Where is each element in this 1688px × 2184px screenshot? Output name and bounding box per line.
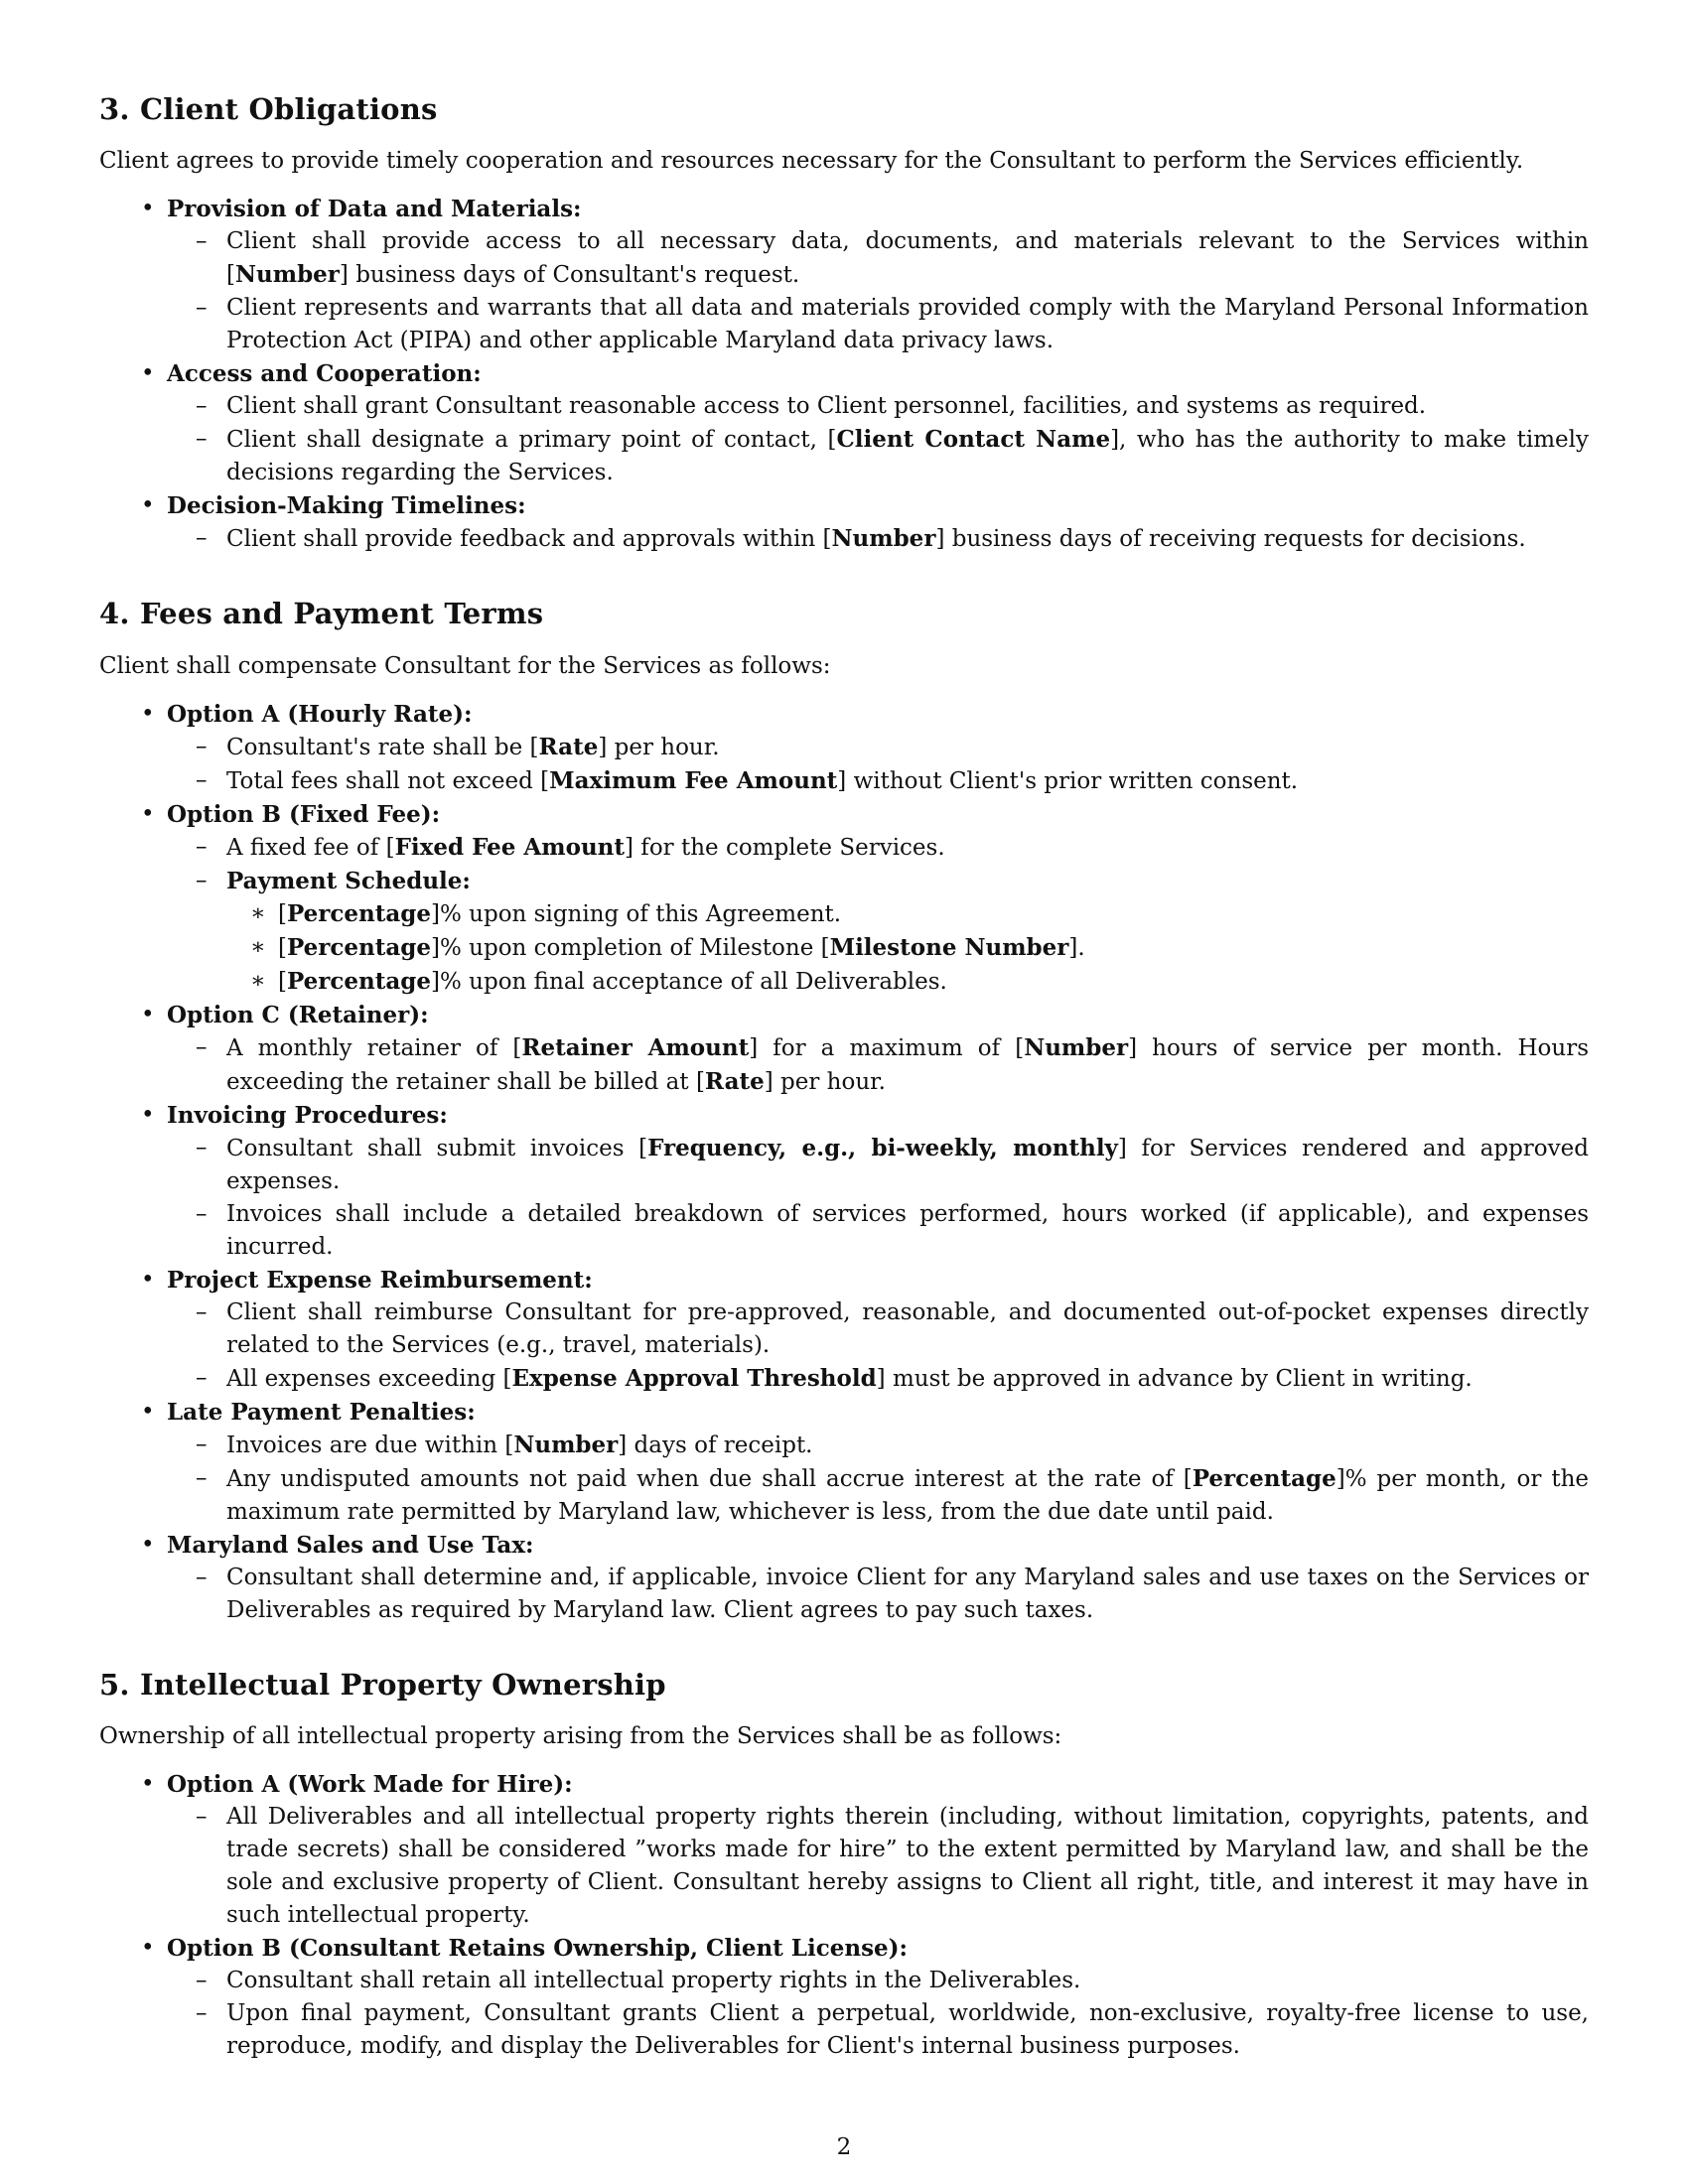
placeholder-field: Number (234, 261, 340, 289)
section-heading: 4. Fees and Payment Terms (99, 597, 544, 631)
list-item-title: • Option B (Fixed Fee): (167, 800, 441, 828)
placeholder-field: Percentage (286, 967, 432, 995)
bullet-list (99, 1768, 1589, 2063)
sub-list-item (166, 865, 1589, 999)
list-item-title: • Option A (Work Made for Hire): (167, 1770, 573, 1798)
sub-list (167, 390, 1589, 489)
sub-list (167, 1132, 1589, 1264)
nested-list-item: ∗ [Percentage]% upon signing of this Agreement. (226, 897, 1589, 931)
list-item-title: • Option A (Hourly Rate): (167, 700, 473, 728)
sub-list-item: – Client represents and warrants that all data and materials provided comply with the Maryland Personal Information Protection Act (PIPA) and other applicable Maryland data privacy laws. (166, 292, 1589, 357)
sub-list-item: – Upon final payment, Consultant grants Client a perpetual, worldwide, non-exclusive, royalty-free license to use, reproduce, modify, and display the Deliverables for Client's internal business purposes. (166, 1997, 1589, 2063)
list-item (99, 1529, 1589, 1627)
list-item (99, 1932, 1589, 2063)
section-intro: Ownership of all intellectual property arising from the Services shall be as follows: (99, 1722, 1062, 1749)
placeholder-field: Frequency, e.g., bi-weekly, monthly (647, 1134, 1118, 1161)
list-item (99, 1264, 1589, 1396)
placeholder-field: Number (513, 1431, 619, 1458)
list-item-title: • Decision-Making Timelines: (167, 492, 526, 520)
placeholder-field: Percentage (1192, 1464, 1336, 1492)
sub-list-item: – Client shall designate a primary point of contact, [Client Contact Name], who has the authority to make timely decisions regarding the Services. (166, 423, 1589, 489)
placeholder-field: Milestone Number (829, 933, 1069, 961)
placeholder-field: Percentage (286, 899, 432, 927)
placeholder-field: Rate (538, 733, 599, 760)
section (99, 596, 1589, 1626)
section (99, 91, 1589, 556)
sub-list (167, 1297, 1589, 1396)
sub-list-item: – Consultant shall retain all intellectual property rights in the Deliverables. (166, 1965, 1589, 1997)
list-item-title: • Provision of Data and Materials: (167, 196, 582, 223)
sub-list (167, 225, 1589, 357)
bullet-list (99, 193, 1589, 556)
sub-list (167, 1965, 1589, 2063)
sub-list-item: – Client shall provide access to all necessary data, documents, and materials relevant to the Services within [Number] business days of Consultant's request. (166, 225, 1589, 292)
section (99, 1667, 1589, 2063)
list-item (99, 193, 1589, 357)
list-item-title: • Option B (Consultant Retains Ownership, Client License): (167, 1934, 909, 1962)
list-item-title: • Option C (Retainer): (167, 1001, 429, 1028)
list-item-title: • Access and Cooperation: (167, 360, 482, 388)
placeholder-field: Retainer Amount (521, 1033, 750, 1061)
sub-list-item: – Consultant's rate shall be [Rate] per hour. (166, 731, 1589, 764)
sub-list-item: – A fixed fee of [Fixed Fee Amount] for the complete Services. (166, 831, 1589, 865)
sub-list-item: – All Deliverables and all intellectual property rights therein (including, without limitation, copyrights, patents, and trade secrets) shall be considered ”works made for hire” to the extent permitted by Maryland law, and shall be the sole and exclusive property of Client. Consultant hereby assigns to Client all right, title, and interest it may have in such intellectual property. (166, 1801, 1589, 1932)
sub-list (167, 522, 1589, 556)
list-item (99, 489, 1589, 556)
list-item (99, 798, 1589, 999)
list-item (99, 357, 1589, 489)
sub-list (167, 831, 1589, 999)
sub-list (167, 1562, 1589, 1627)
sub-list (167, 731, 1589, 798)
list-item (99, 1099, 1589, 1264)
placeholder-field: Number (831, 525, 936, 553)
nested-list-item: ∗ [Percentage]% upon completion of Milestone [Milestone Number]. (226, 931, 1589, 965)
sub-list-item: – Invoices shall include a detailed breakdown of services performed, hours worked (if applicable), and expenses incurred. (166, 1198, 1589, 1264)
list-item-title: • Project Expense Reimbursement: (167, 1266, 593, 1294)
list-item (99, 698, 1589, 798)
placeholder-field: Number (1024, 1033, 1129, 1061)
list-item-title: • Late Payment Penalties: (167, 1398, 476, 1426)
section-heading: 5. Intellectual Property Ownership (99, 1667, 666, 1702)
nested-list (226, 897, 1589, 999)
sub-list (167, 1801, 1589, 1932)
placeholder-field: Maximum Fee Amount (549, 766, 838, 794)
list-item-title: • Invoicing Procedures: (167, 1101, 448, 1129)
sub-list-item: – Consultant shall submit invoices [Frequency, e.g., bi-weekly, monthly] for Services rendered and approved expenses. (166, 1132, 1589, 1198)
sub-list (167, 1429, 1589, 1529)
sub-list-item: – Client shall reimburse Consultant for pre-approved, reasonable, and documented out-of-pocket expenses directly related to the Services (e.g., travel, materials). (166, 1297, 1589, 1362)
section-intro: Client agrees to provide timely cooperation and resources necessary for the Consultant to perform the Services efficiently. (99, 148, 1524, 175)
list-item (99, 999, 1589, 1099)
section-heading: 3. Client Obligations (99, 92, 438, 126)
placeholder-field: Expense Approval Threshold (511, 1364, 877, 1392)
page-number: 2 (836, 2134, 852, 2160)
placeholder-field: Client Contact Name (836, 426, 1111, 454)
sub-list-item: – Total fees shall not exceed [Maximum Fee Amount] without Client's prior written consent. (166, 764, 1589, 798)
list-item (99, 1768, 1589, 1932)
sub-list-item: – All expenses exceeding [Expense Approval Threshold] must be approved in advance by Client in writing. (166, 1362, 1589, 1396)
sub-list-item: – Invoices are due within [Number] days of receipt. (166, 1429, 1589, 1462)
placeholder-field: Percentage (286, 933, 432, 961)
bullet-list (99, 698, 1589, 1627)
placeholder-field: Rate (704, 1067, 765, 1095)
placeholder-field: Fixed Fee Amount (394, 833, 626, 861)
list-item-title: • Maryland Sales and Use Tax: (167, 1531, 534, 1559)
sub-list-item: – Consultant shall determine and, if applicable, invoice Client for any Maryland sales and use taxes on the Services or Deliverables as required by Maryland law. Client agrees to pay such taxes. (166, 1562, 1589, 1627)
section-intro: Client shall compensate Consultant for the Services as follows: (99, 652, 831, 679)
list-item (99, 1396, 1589, 1529)
nested-list-item: ∗ [Percentage]% upon final acceptance of all Deliverables. (226, 965, 1589, 999)
sub-list-item: – Any undisputed amounts not paid when due shall accrue interest at the rate of [Percentage]% per month, or the maximum rate permitted by Maryland law, whichever is less, from the due date until paid. (166, 1462, 1589, 1529)
sub-list (167, 1031, 1589, 1099)
sub-list-item: – A monthly retainer of [Retainer Amount] for a maximum of [Number] hours of service per month. Hours exceeding the retainer shall be billed at [Rate] per hour. (166, 1031, 1589, 1099)
sub-list-title: – Payment Schedule: (226, 867, 471, 894)
sub-list-item: – Client shall provide feedback and approvals within [Number] business days of receiving requests for decisions. (166, 522, 1589, 556)
sub-list-item: – Client shall grant Consultant reasonable access to Client personnel, facilities, and systems as required. (166, 390, 1589, 423)
document-page (99, 91, 1589, 2103)
